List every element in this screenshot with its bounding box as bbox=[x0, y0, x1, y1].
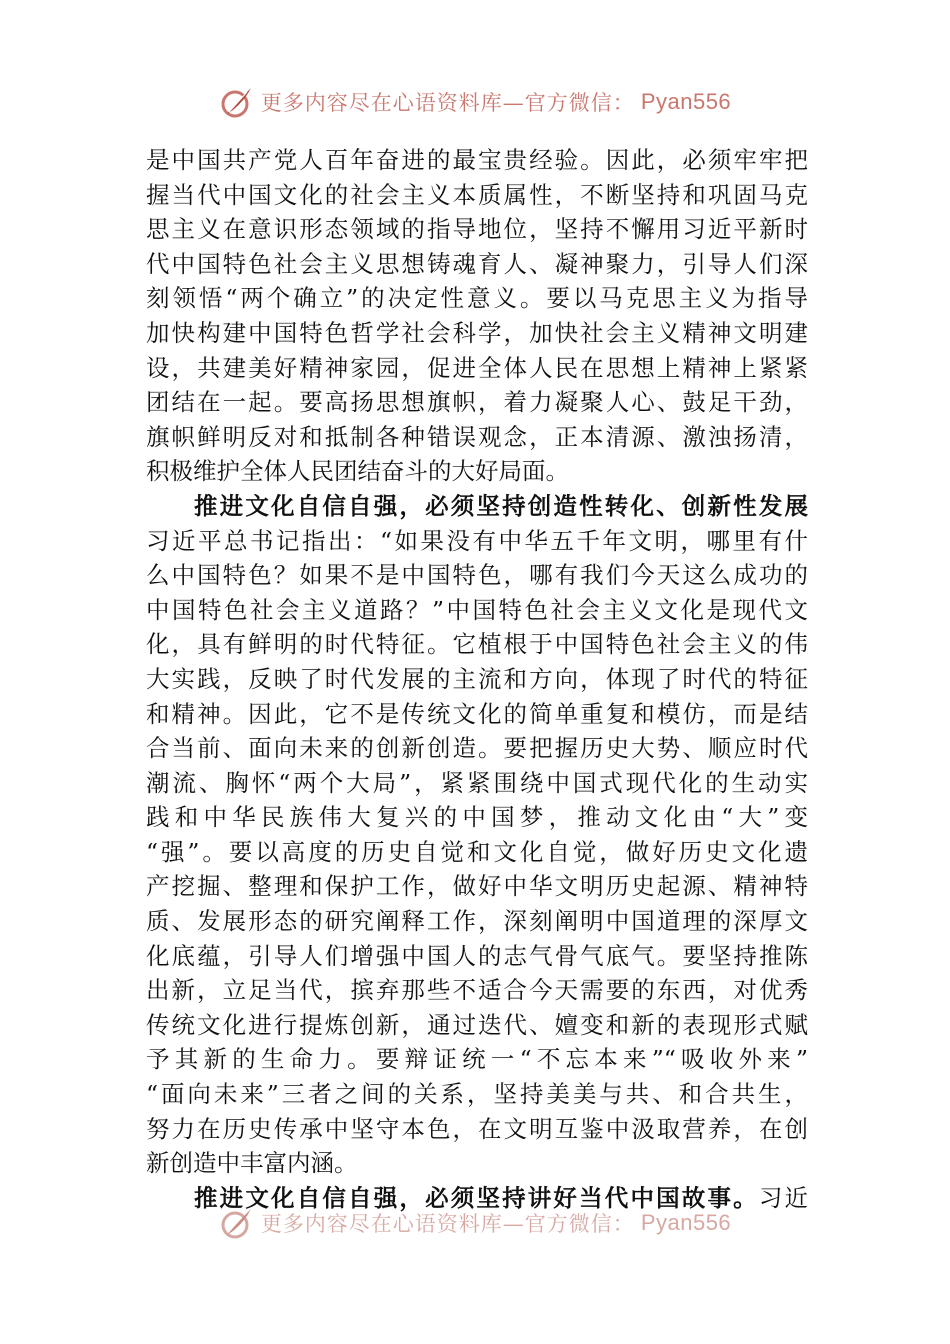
text-line: 习近平总书记指出：“如果没有中华五千年文明，哪里有什 bbox=[146, 526, 808, 555]
watermark-wechat-id: Pyan556 bbox=[640, 1210, 732, 1235]
article-body bbox=[146, 143, 808, 1215]
text-line: “面向未来”三者之间的关系，坚持美美与共、和合共生， bbox=[146, 1080, 808, 1109]
text-line: 产挖掘、整理和保护工作，做好中华文明历史起源、精神特 bbox=[146, 872, 808, 901]
text-line: 合当前、面向未来的创新创造。要把握历史大势、顺应时代 bbox=[146, 734, 808, 763]
feather-logo-icon bbox=[219, 84, 255, 120]
text-fragment: 习近 bbox=[758, 1183, 809, 1212]
text-line: 握当代中国文化的社会主义本质属性，不断坚持和巩固马克 bbox=[146, 180, 808, 209]
text-line: 代中国特色社会主义思想铸魂育人、凝神聚力，引导人们深 bbox=[146, 249, 808, 278]
section-heading: 推进文化自信自强，必须坚持讲好当代中国故事。 bbox=[194, 1183, 759, 1212]
text-line: 努力在历史传承中坚守本色，在文明互鉴中汲取营养，在创 bbox=[146, 1114, 808, 1143]
text-line: 团结在一起。要高扬思想旗帜，着力凝聚人心、鼓足干劲， bbox=[146, 388, 808, 417]
text-line: 潮流、胸怀“两个大局”，紧紧围绕中国式现代化的生动实 bbox=[146, 768, 808, 797]
text-line: 设，共建美好精神家园，促进全体人民在思想上精神上紧紧 bbox=[146, 353, 808, 382]
text-line: 旗帜鲜明反对和抵制各种错误观念，正本清源、激浊扬清， bbox=[146, 422, 808, 451]
text-line: 新创造中丰富内涵。 bbox=[146, 1149, 358, 1178]
text-line: 思主义在意识形态领域的指导地位，坚持不懈用习近平新时 bbox=[146, 215, 808, 244]
text-line: 是中国共产党人百年奋进的最宝贵经验。因此，必须牢牢把 bbox=[146, 146, 808, 174]
text-line: 予其新的生命力。要辩证统一“不忘本来”“吸收外来” bbox=[146, 1045, 808, 1074]
text-line: 质、发展形态的研究阐释工作，深刻阐明中国道理的深厚文 bbox=[146, 907, 808, 936]
text-line: 加快构建中国特色哲学社会科学，加快社会主义精神文明建 bbox=[146, 318, 808, 347]
text-line: 大实践，反映了时代发展的主流和方向，体现了时代的特征 bbox=[146, 664, 808, 693]
watermark-header bbox=[0, 82, 950, 122]
text-line: 中国特色社会主义道路？”中国特色社会主义文化是现代文 bbox=[146, 595, 808, 624]
text-line: 出新，立足当代，摈弃那些不适合今天需要的东西，对优秀 bbox=[146, 976, 808, 1005]
watermark-wechat-id: Pyan556 bbox=[640, 89, 732, 114]
text-line: 么中国特色？如果不是中国特色，哪有我们今天这么成功的 bbox=[146, 561, 808, 590]
text-line: 和精神。因此，它不是传统文化的简单重复和模仿，而是结 bbox=[146, 699, 808, 728]
watermark-text: 更多内容尽在心语资料库—官方微信： bbox=[260, 1212, 635, 1236]
watermark-footer bbox=[0, 1203, 950, 1243]
text-line: 化，具有鲜明的时代特征。它植根于中国特色社会主义的伟 bbox=[146, 630, 808, 659]
text-line: 积极维护全体人民团结奋斗的大好局面。 bbox=[146, 457, 569, 486]
text-line: “强”。要以高度的历史自觉和文化自觉，做好历史文化遗 bbox=[146, 837, 808, 866]
text-line: 化底蕴，引导人们增强中国人的志气骨气底气。要坚持推陈 bbox=[146, 941, 808, 970]
text-line: 刻领悟“两个确立”的决定性意义。要以马克思主义为指导 bbox=[146, 284, 808, 313]
watermark-text: 更多内容尽在心语资料库—官方微信： bbox=[260, 91, 635, 115]
feather-logo-icon bbox=[219, 1205, 255, 1241]
text-line: 践和中华民族伟大复兴的中国梦，推动文化由“大”变 bbox=[146, 803, 808, 832]
text-line: 传统文化进行提炼创新，通过迭代、嬗变和新的表现形式赋 bbox=[146, 1010, 808, 1039]
section-heading: 推进文化自信自强，必须坚持创造性转化、创新性发展 bbox=[194, 491, 808, 520]
